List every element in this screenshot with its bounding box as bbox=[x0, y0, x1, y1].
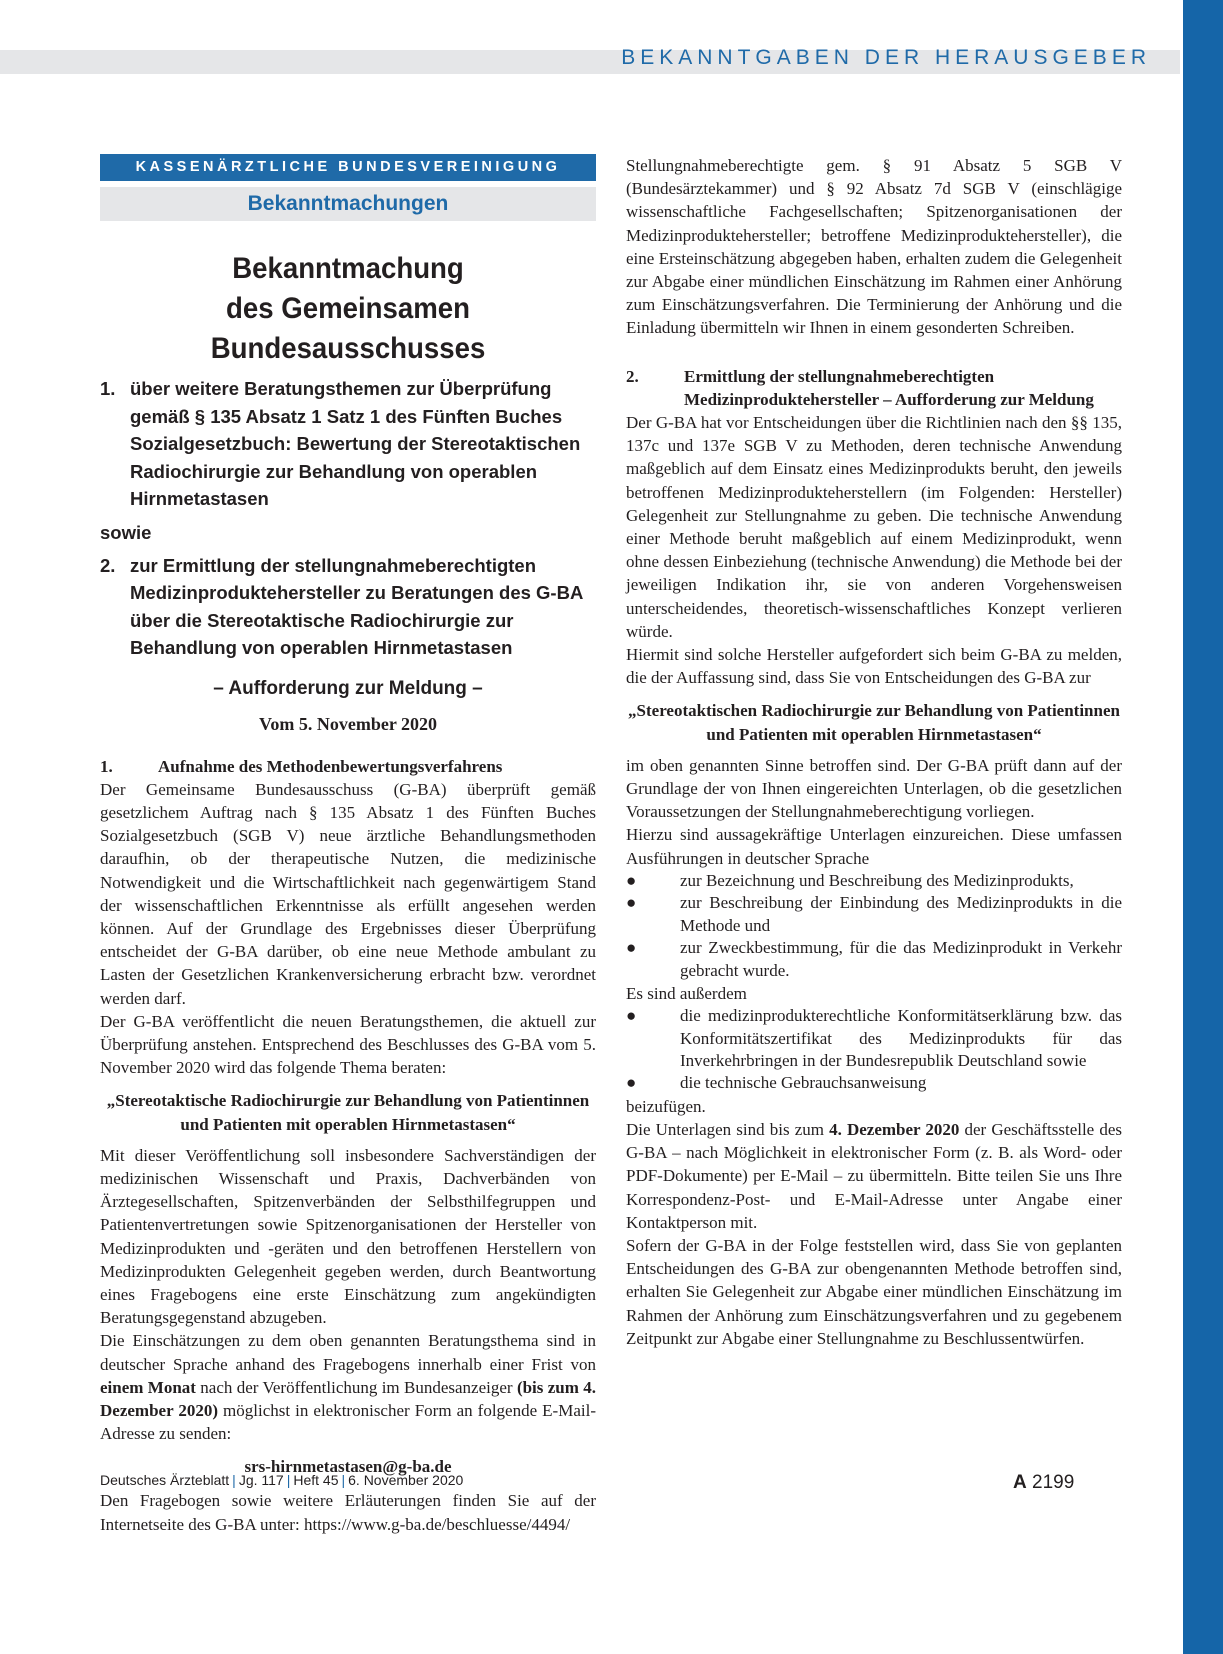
paragraph-deadline bbox=[100, 1329, 596, 1445]
paragraph-deadline bbox=[626, 1118, 1122, 1234]
right-column bbox=[626, 154, 1122, 1350]
page-number bbox=[1013, 1472, 1074, 1494]
title-line-2: des Gemeinsamen Bundesausschusses bbox=[210, 292, 486, 365]
issue-date: 6. November 2020 bbox=[348, 1472, 464, 1488]
bullet-icon: ● bbox=[626, 893, 637, 913]
topic-text: über weitere Beratungsthemen zur Überprüfung gemäß § 135 Absatz 1 Satz 1 des Fünften Buches Sozialgesetzbuch: Bewertung der Stereotaktischen Radiochirurgie zur Behandlung von operablen Hirnmetastasen bbox=[130, 378, 581, 509]
bullet-icon: ● bbox=[626, 1006, 637, 1026]
topic-number: 1. bbox=[100, 378, 116, 399]
paragraph: Der G-BA veröffentlicht die neuen Beratungsthemen, die aktuell zur Überprüfung anstehen. Entsprechend des Beschlusses des G-BA vom 5. November 2020 wird das folgende Thema beraten: bbox=[100, 1011, 596, 1078]
paragraph: Mit dieser Veröffentlichung soll insbesondere Sachverständigen der medizinischen Wissenschaft und Praxis, Dachverbänden von Ärztegesellschaften, Spitzenverbänden der Selbsthilfegruppen und Patientenvertretungen sowie Spitzenorganisationen der Hersteller von Medizinprodukten und -geräten und den betroffenen Herstellern von Medizinprodukten Gelegenheit gegeben werden, durch Beantwortung eines Fragebogens eine erste Einschätzung zum angekündigten Beratungsgegenstand abzugeben. bbox=[100, 1145, 596, 1328]
section-number: 1. bbox=[100, 756, 113, 776]
section-label: BEKANNTGABEN DER HERAUSGEBER bbox=[621, 46, 1151, 69]
bullet-icon: ● bbox=[626, 870, 637, 890]
paragraph: Der Gemeinsame Bundesausschuss (G-BA) überprüft gemäß gesetzlichem Auftrag nach § 135 Absatz 1 des Fünften Buches Sozialgesetzbuch (SGB V) neue ärztliche Behandlungsmethoden daraufhin, ob der therapeutische Nutzen, die medizinische Notwendigkeit und die Wirtschaftlichkeit nach gegenwärtigem Stand der wissenschaftlichen Erkenntnisse als erfüllt angesehen werden können. Auf der Grundlage des Ergebnisses dieser Überprüfung entscheidet der G-BA darüber, ob eine neue Methode ambulant zu Lasten der Gesetzlichen Krankenversicherung erbracht bzw. verordnet werden darf. bbox=[100, 779, 596, 1008]
topic-number: 2. bbox=[100, 554, 116, 576]
separator: | bbox=[341, 1472, 346, 1488]
section-title: Aufnahme des Methodenbewertungsverfahrens bbox=[158, 756, 503, 776]
bold-run: einem Monat bbox=[100, 1377, 196, 1397]
paragraph: Den Fragebogen sowie weitere Erläuterungen finden Sie auf der Internetseite des G-BA unter: https://www.g-ba.de/beschluesse/4494/ bbox=[100, 1491, 596, 1534]
separator: | bbox=[232, 1472, 236, 1488]
list-item-text: zur Beschreibung der Einbindung des Medizinprodukts in die Methode und bbox=[680, 893, 1122, 935]
topic-item-2 bbox=[100, 552, 596, 662]
journal-name: Deutsches Ärzteblatt bbox=[100, 1472, 230, 1488]
list-item bbox=[626, 870, 1122, 892]
text-run: Die Unterlagen sind bis zum bbox=[626, 1119, 830, 1139]
list-item bbox=[626, 1072, 1122, 1094]
bullet-list-2 bbox=[626, 1005, 1122, 1095]
paragraph: Der G-BA hat vor Entscheidungen über die Richtlinien nach den §§ 135, 137c und 137e SGB V zu Methoden, deren technische Anwendung maßgeblich auf dem Einsatz eines Medizinprodukts beruht, den jeweils betroffenen Medizinprodukteherstellern (im Folgenden: Hersteller) Gelegenheit zur Stellungnahme zu geben. Die technische Anwendung einer Methode beruht maßgeblich auf einem Medizinprodukt, wenn ohne dessen Einbeziehung (technische Anwendung) die Methode bei der jeweiligen Indikation ihr, sie von anderen Vorgehensweisen unterscheidendes, theoretisch-wissenschaftliches Konzept verlieren würde. bbox=[626, 413, 1122, 641]
publisher-kicker: KASSENÄRZTLICHE BUNDESVEREINIGUNG bbox=[100, 154, 596, 181]
text-run: möglichst in elektronischer Form an folgende E-Mail-Adresse zu senden: bbox=[100, 1400, 596, 1444]
list-item bbox=[626, 1005, 1122, 1072]
list-item-text: zur Zweckbestimmung, für die das Medizinprodukt in Verkehr gebracht wurde. bbox=[680, 938, 1122, 980]
text-run: Die Einschätzungen zu dem oben genannten Beratungsthema sind in deutscher Sprache anhand des Fragebogens innerhalb einer Frist von bbox=[100, 1331, 596, 1374]
bullet-list-1 bbox=[626, 870, 1122, 982]
bullet-icon: ● bbox=[626, 938, 637, 958]
paragraph: Es sind außerdem bbox=[626, 983, 747, 1003]
paragraph: Stellungnahmeberechtigte gem. § 91 Absatz 5 SGB V (Bundesärztekammer) und § 92 Absatz 7d SGB V (einschlägige wissenschaftliche Fachgesellschaften; Spitzenorganisationen der Medizinproduktehersteller; betroffene Medizinproduktehersteller), die eine Ersteinschätzung abgegeben haben, erhalten zudem die Gelegenheit zur Abgabe einer mündlichen Einschätzung im Rahmen einer Anhörung zum Einschätzungsverfahren. Die Terminierung der Anhörung und die Einladung übermitteln wir Ihnen in einem gesonderten Schreiben. bbox=[626, 156, 1122, 338]
list-item bbox=[626, 937, 1122, 982]
page-prefix: A bbox=[1013, 1472, 1027, 1493]
topic-quote: „Stereotaktischen Radiochirurgie zur Behandlung von Patientinnen und Patienten mit operablen Hirnmetastasen“ bbox=[628, 701, 1120, 744]
topic-item-1 bbox=[100, 375, 596, 513]
title-line-1: Bekanntmachung bbox=[232, 252, 464, 285]
topic-quote: „Stereotaktische Radiochirurgie zur Behandlung von Patientinnen und Patienten mit operablen Hirnmetastasen“ bbox=[106, 1091, 590, 1134]
volume: Jg. 117 bbox=[238, 1472, 284, 1488]
conjunction: sowie bbox=[100, 521, 152, 543]
list-item bbox=[626, 892, 1122, 937]
paragraph: im oben genannten Sinne betroffen sind. Der G-BA prüft dann auf der Grundlage der von Ihnen eingereichten Unterlagen, ob die gesetzlichen Voraussetzungen der Stellungnahmeberechtigung vorliegen. bbox=[626, 755, 1122, 822]
bold-run: (bis zum 4. Dezember 2020) bbox=[100, 1377, 597, 1420]
left-column bbox=[100, 154, 596, 1536]
separator: | bbox=[286, 1472, 291, 1488]
text-run: nach der Veröffentlichung im Bundesanzeiger bbox=[195, 1377, 517, 1397]
section-title: Ermittlung der stellungnahmeberechtigten Medizinproduktehersteller – Aufforderung zur Meldung bbox=[684, 366, 1094, 409]
section-heading-2 bbox=[626, 365, 1122, 411]
issue: Heft 45 bbox=[293, 1472, 339, 1488]
page-number-value: 2199 bbox=[1032, 1472, 1075, 1493]
announcement-date: Vom 5. November 2020 bbox=[259, 713, 437, 734]
topic-text: zur Ermittlung der stellungnahmeberechtigten Medizinproduktehersteller zu Beratungen des G-BA über die Stereotaktische Radiochirurgie zur Behandlung von operablen Hirnmetastasen bbox=[130, 554, 583, 658]
section-heading-1 bbox=[100, 755, 596, 778]
list-item-text: die technische Gebrauchsanweisung bbox=[680, 1073, 927, 1093]
paragraph: Sofern der G-BA in der Folge feststellen wird, dass Sie von geplanten Entscheidungen des G-BA zur obengenannten Methode betroffen sind, erhalten Sie Gelegenheit zur Abgabe einer mündlichen Einschätzung im Rahmen der Anhörung zum Einschätzungsverfahren und zu gegebenem Zeitpunkt zur Abgabe einer Stellungnahme zu Beschlussentwürfen. bbox=[626, 1235, 1122, 1348]
page-edge-stripe bbox=[1183, 0, 1223, 1654]
bold-run: 4. Dezember 2020 bbox=[829, 1119, 960, 1139]
text-run: der Geschäftsstelle des G-BA – nach Möglichkeit in elektronischer Form (z. B. als Word- oder PDF-Dokumente) per E-Mail – zu übermitteln. Bitte teilen Sie uns Ihre Korrespondenz-Post- und E-Mail-Adresse unter Angabe einer Kontaktperson mit. bbox=[626, 1119, 1123, 1232]
paragraph: Hierzu sind aussagekräftige Unterlagen einzureichen. Diese umfassen Ausführungen in deutscher Sprache bbox=[626, 825, 1122, 868]
section-number: 2. bbox=[626, 366, 639, 386]
page-title bbox=[120, 249, 576, 369]
email-address: srs-hirnmetastasen@g-ba.de bbox=[244, 1457, 452, 1477]
category-subhead: Bekanntmachungen bbox=[100, 187, 596, 221]
list-item-text: die medizinprodukterechtliche Konformitätserklärung bzw. das Konformitätszertifikat des Medizinprodukts für das Inverkehrbringen in der Bundesrepublik Deutschland sowie bbox=[680, 1006, 1122, 1070]
paragraph: beizufügen. bbox=[626, 1096, 706, 1116]
footer-citation bbox=[100, 1472, 463, 1488]
paragraph: Hiermit sind solche Hersteller aufgefordert sich beim G-BA zu melden, die der Auffassung sind, dass Sie von Entscheidungen des G-BA zur bbox=[626, 645, 1122, 688]
bullet-icon: ● bbox=[626, 1073, 637, 1093]
list-item-text: zur Bezeichnung und Beschreibung des Medizinprodukts, bbox=[680, 870, 1074, 890]
request-heading: – Aufforderung zur Meldung – bbox=[213, 677, 483, 699]
